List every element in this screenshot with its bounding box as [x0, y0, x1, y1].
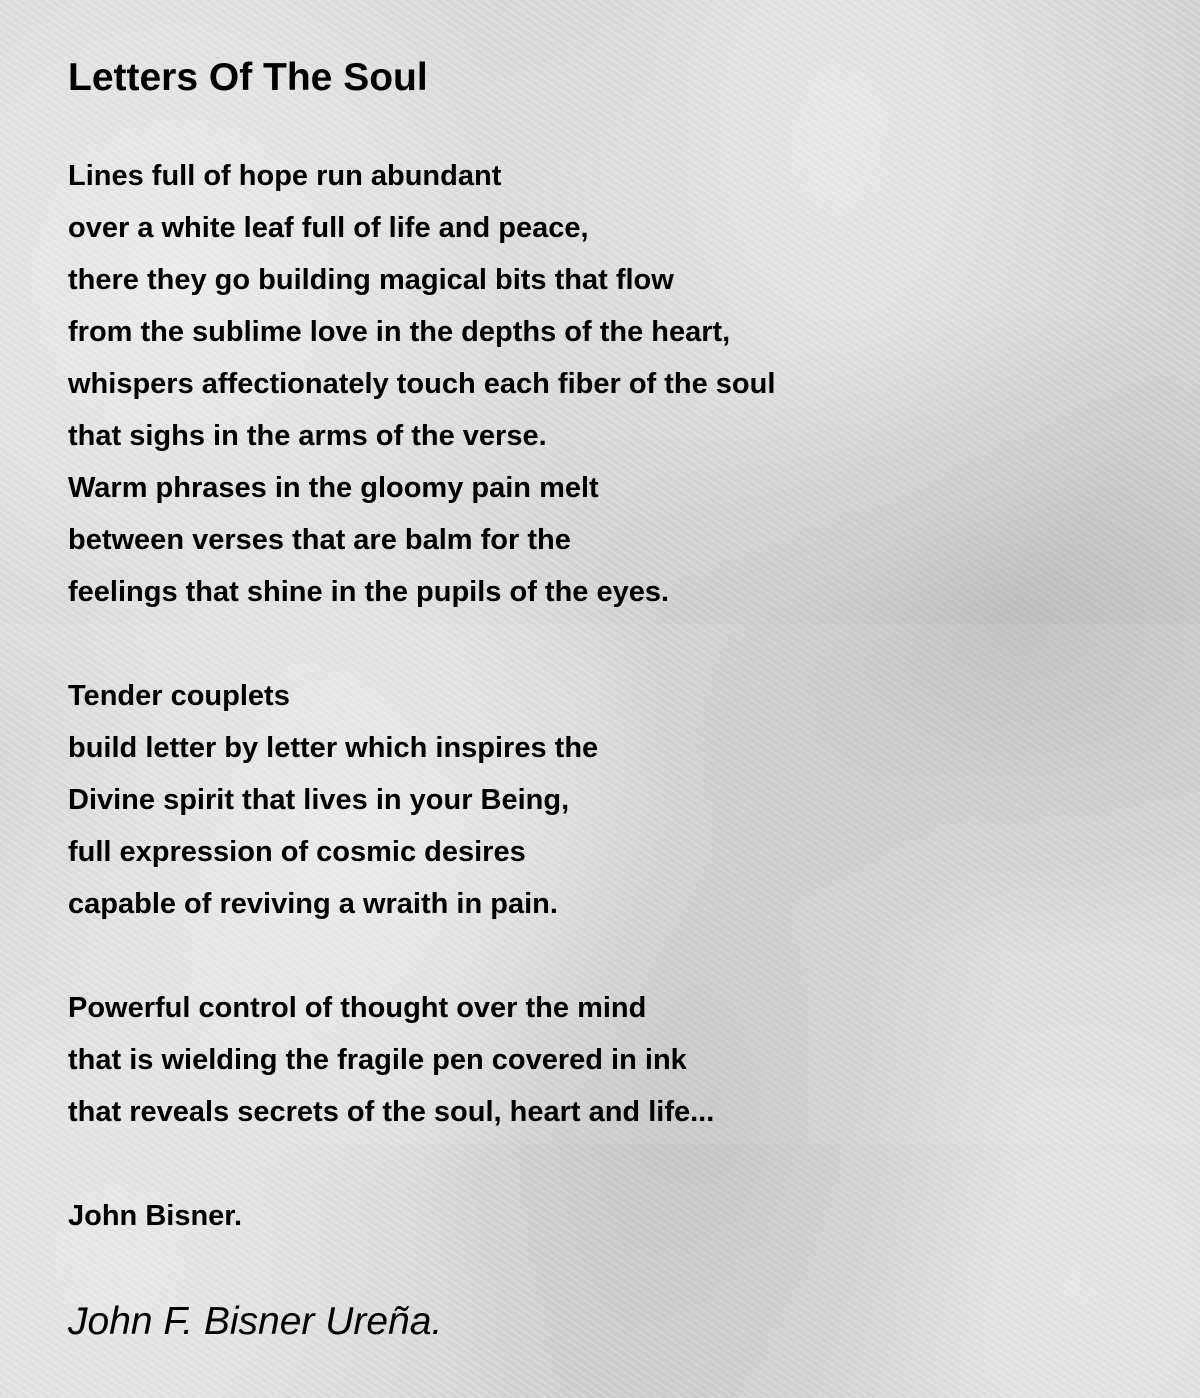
poem-stanza-3: [68, 982, 714, 1138]
poem-line: full expression of cosmic desires: [68, 836, 526, 868]
poem-line: Divine spirit that lives in your Being,: [68, 784, 570, 816]
poem-line: from the sublime love in the depths of the heart,: [68, 316, 731, 348]
poem-line: over a white leaf full of life and peace,: [68, 212, 589, 244]
poem-stanza-1: [68, 150, 775, 618]
poem-line: Tender couplets: [68, 680, 290, 712]
poem-stanza-2: [68, 670, 598, 930]
poem-line: that sighs in the arms of the verse.: [68, 420, 547, 452]
poem-line: there they go building magical bits that flow: [68, 264, 674, 296]
poem-line: Powerful control of thought over the mind: [68, 992, 647, 1024]
poem-line: Lines full of hope run abundant: [68, 160, 502, 192]
poem-line: whispers affectionately touch each fiber of the soul: [68, 368, 776, 400]
poem-title: Letters Of The Soul: [68, 56, 428, 99]
poem-line: that reveals secrets of the soul, heart and life...: [68, 1096, 715, 1128]
poem-signature: [68, 1190, 242, 1242]
poem-author: John F. Bisner Ureña.: [68, 1300, 443, 1343]
poem-line: that is wielding the fragile pen covered in ink: [68, 1044, 687, 1076]
poem-line: Warm phrases in the gloomy pain melt: [68, 472, 599, 504]
poem-line: build letter by letter which inspires the: [68, 732, 599, 764]
poem-line: feelings that shine in the pupils of the eyes.: [68, 576, 670, 608]
poem-container: [68, 54, 1148, 1343]
poem-line: capable of reviving a wraith in pain.: [68, 888, 558, 920]
poem-line: between verses that are balm for the: [68, 524, 571, 556]
signature-text: John Bisner.: [68, 1200, 243, 1232]
